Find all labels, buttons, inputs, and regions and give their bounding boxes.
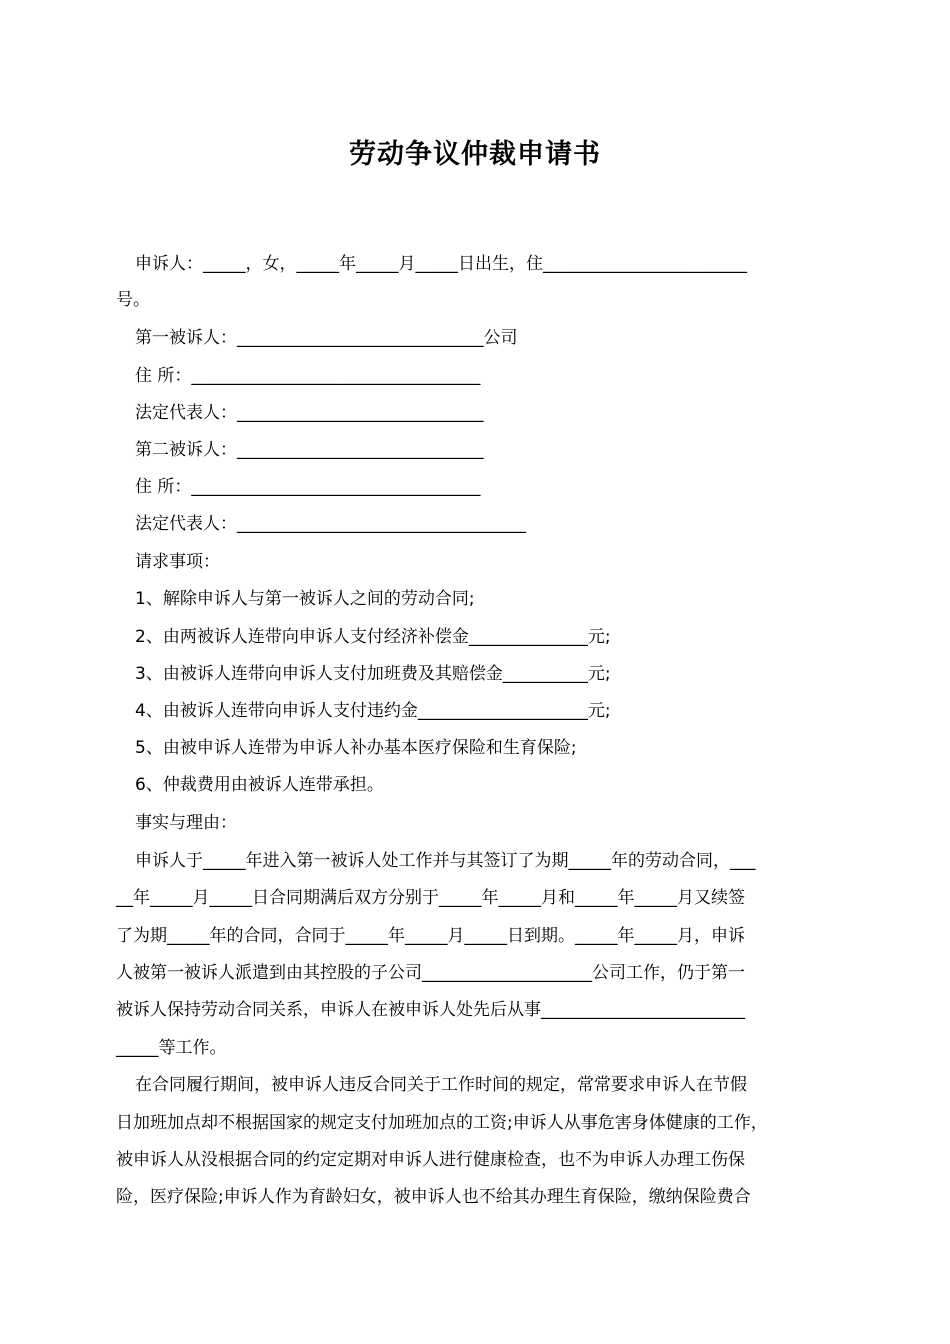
claim-item: 2、由两被诉人连带向申诉人支付经济补偿金______________元;: [135, 627, 611, 647]
reasons-paragraph-line: 在合同履行期间，被申诉人违反合同关于工作时间的规定，常常要求申诉人在节假: [135, 1075, 747, 1095]
facts-paragraph-line: 申诉人于_____年进入第一被诉人处工作并与其签订了为期_____年的劳动合同，___: [135, 851, 756, 871]
first-respondent-representative: 法定代表人：_____________________________: [135, 403, 484, 423]
first-respondent-address: 住 所：__________________________________: [135, 366, 481, 386]
reasons-paragraph-line: 险，医疗保险;申诉人作为育龄妇女，被申诉人也不给其办理生育保险，缴纳保险费合: [116, 1187, 751, 1207]
second-respondent-representative: 法定代表人：__________________________________: [135, 514, 526, 534]
facts-paragraph-line: 了为期_____年的合同，合同于_____年_____月_____日到期。_____年_____月，申诉: [116, 926, 745, 946]
facts-paragraph-line: _____等工作。: [116, 1038, 227, 1058]
facts-paragraph-line: 人被第一被诉人派遣到由其控股的子公司____________________公司工作，仍于第一: [116, 963, 745, 983]
claim-item: 1、解除申诉人与第一被诉人之间的劳动合同;: [135, 589, 475, 609]
second-respondent-line: 第二被诉人：_____________________________: [135, 440, 484, 460]
facts-heading: 事实与理由：: [135, 813, 237, 833]
facts-paragraph-line: __年_____月_____日合同期满后双方分别于_____年_____月和_____年_____月又续签: [116, 888, 745, 908]
applicant-line-cont: 号。: [116, 290, 150, 310]
reasons-paragraph-line: 日加班加点却不根据国家的规定支付加班加点的工资;申诉人从事危害身体健康的工作，: [116, 1113, 768, 1133]
document-title: 劳动争议仲裁申请书: [349, 139, 601, 170]
reasons-paragraph-line: 被申诉人从没根据合同的约定定期对申诉人进行健康检查，也不为申诉人办理工伤保: [116, 1150, 745, 1170]
claim-item: 6、仲裁费用由被诉人连带承担。: [135, 775, 384, 795]
first-respondent-line: 第一被诉人：_____________________________公司: [135, 328, 518, 348]
claims-heading: 请求事项：: [135, 552, 220, 572]
claim-item: 4、由被诉人连带向申诉人支付违约金____________________元;: [135, 701, 611, 721]
applicant-line: 申诉人：_____，女，_____年_____月_____日出生，住________________________: [135, 254, 747, 274]
claim-item: 5、由被申诉人连带为申诉人补办基本医疗保险和生育保险;: [135, 738, 577, 758]
claim-item: 3、由被诉人连带向申诉人支付加班费及其赔偿金__________元;: [135, 664, 611, 684]
second-respondent-address: 住 所：__________________________________: [135, 477, 481, 497]
facts-paragraph-line: 被诉人保持劳动合同关系，申诉人在被申诉人处先后从事________________________: [116, 1000, 745, 1020]
